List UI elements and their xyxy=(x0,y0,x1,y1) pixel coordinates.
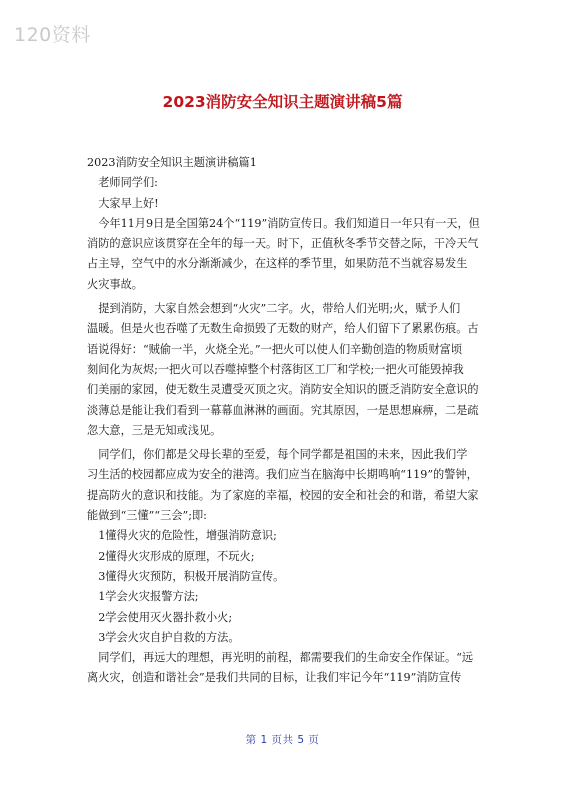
document-body xyxy=(87,153,482,689)
body-line: 1懂得火灾的危险性，增强消防意识; xyxy=(87,529,277,543)
body-line: 离火灾，创造和谐社会”是我们共同的目标，让我们牢记今年“119”消防宣传 xyxy=(87,671,462,685)
body-line: 火灾事故。 xyxy=(87,277,143,291)
body-line: 提高防火的意识和技能。为了家庭的幸福，校园的安全和社会的和谐，希望大家 xyxy=(87,488,479,502)
body-line: 语说得好：“贼偷一半，火烧全光。”一把火可以使人们辛勤创造的物质财富顷 xyxy=(87,342,463,356)
body-line: 老师同学们: xyxy=(87,176,158,190)
body-line: 消防的意识应该贯穿在全年的每一天。时下，正值秋冬季节交替之际，干冷天气 xyxy=(87,237,479,251)
body-line: 刻间化为灰烬;一把火可以吞噬掉整个村落街区工厂和学校;一把火可能毁掉我 xyxy=(87,362,464,376)
body-line: 能做到“三懂”“三会”;即: xyxy=(87,509,207,523)
body-line: 温暖。但是火也吞噬了无数生命损毁了无数的财产，给人们留下了累累伤痕。古 xyxy=(87,322,479,336)
body-line: 占主导，空气中的水分渐渐减少，在这样的季节里，如果防范不当就容易发生 xyxy=(87,257,468,271)
body-line: 同学们，你们都是父母长辈的至爱，每个同学都是祖国的未来，因此我们学 xyxy=(87,448,468,462)
body-line: 1学会火灾报警方法; xyxy=(87,590,199,604)
page-number-footer: 第 1 页共 5 页 xyxy=(245,734,320,746)
body-line: 淡薄总是能让我们看到一幕幕血淋淋的画面。究其原因，一是思想麻痹，二是疏 xyxy=(87,403,479,417)
document-title: 2023消防安全知识主题演讲稿5篇 xyxy=(162,93,403,111)
body-line: 同学们，再远大的理想，再光明的前程，都需要我们的生命安全作保证。“远 xyxy=(87,651,474,665)
body-line: 们美丽的家园，使无数生灵遭受灭顶之灾。消防安全知识的匮乏消防安全意识的 xyxy=(87,383,479,397)
body-line: 大家早上好! xyxy=(87,196,159,210)
body-line: 2学会使用灭火器扑救小火; xyxy=(87,610,233,624)
body-line: 2023消防安全知识主题演讲稿篇1 xyxy=(87,156,257,169)
body-line: 忽大意，三是无知或浅见。 xyxy=(87,423,222,437)
body-line: 今年11月9日是全国第24个“119”消防宣传日。我们知道日一年只有一天，但 xyxy=(87,216,480,230)
body-line: 3懂得火灾预防，积极开展消防宣传。 xyxy=(87,569,285,583)
body-line: 3学会火灾自护自救的方法。 xyxy=(87,630,240,644)
watermark-logo: 120资料 xyxy=(14,24,91,46)
body-line: 习生活的校园都应成为安全的港湾。我们应当在脑海中长期鸣响“119”的警钟， xyxy=(87,468,478,482)
body-line: 2懂得火灾形成的原理，不玩火; xyxy=(87,549,255,563)
body-line: 提到消防，大家自然会想到“火灾”二字。火，带给人们光明;火，赋予人们 xyxy=(87,302,461,316)
